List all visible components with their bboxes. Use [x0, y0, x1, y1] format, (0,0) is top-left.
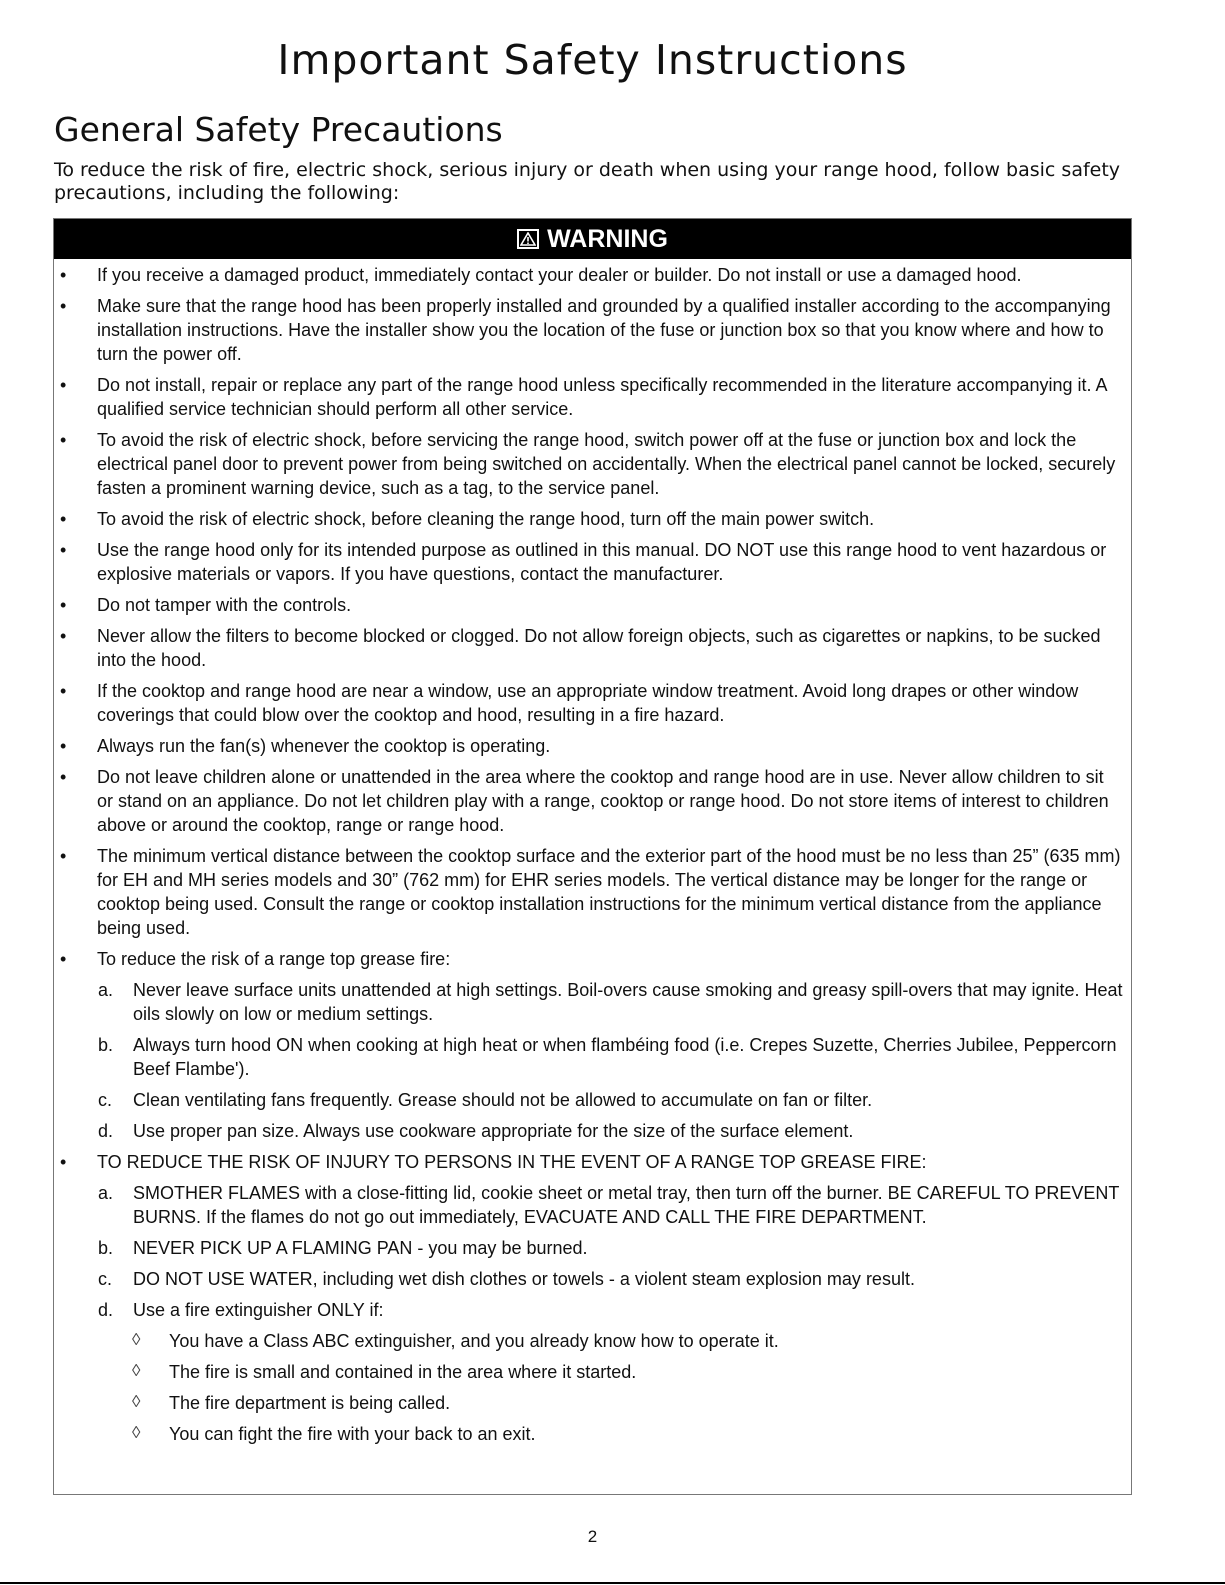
sub-item: b. NEVER PICK UP A FLAMING PAN - you may be burned.: [98, 1238, 588, 1258]
diamond-bullet-icon: ◊: [132, 1330, 141, 1349]
list-item: • Do not install, repair or replace any part of the range hood unless specifically recommended in the literature accompanying it. A qualified service technician should perform all other service.: [60, 375, 1107, 419]
warning-triangle-icon: [517, 229, 539, 249]
list-item-injury: • TO REDUCE THE RISK OF INJURY TO PERSONS IN THE EVENT OF A RANGE TOP GREASE FIRE:: [60, 1152, 927, 1172]
page-number: 2: [587, 1527, 598, 1546]
list-item-grease-fire: • To reduce the risk of a range top grease fire:: [60, 949, 451, 969]
sub-item: d. Use a fire extinguisher ONLY if:: [98, 1300, 384, 1320]
diamond-bullet-icon: ◊: [132, 1423, 141, 1442]
list-item: • If you receive a damaged product, immediately contact your dealer or builder. Do not install or use a damaged hood.: [60, 265, 1022, 285]
sub-item: a. SMOTHER FLAMES with a close-fitting lid, cookie sheet or metal tray, then turn off the burner. BE CAREFUL TO PREVENT BURNS. If the flames do not go out immediately, EVACUATE AND CALL THE FIRE DEPARTMENT.: [98, 1183, 1120, 1227]
list-item: • To avoid the risk of electric shock, before servicing the range hood, switch power off at the fuse or junction box and lock the electrical panel door to prevent power from being switched on accidentally. When the electrical panel cannot be locked, securely fasten a prominent warning device, such as a tag, to the service panel.: [60, 430, 1116, 498]
sub-item: d. Use proper pan size. Always use cookware appropriate for the size of the surface element.: [98, 1121, 854, 1141]
sub-item: a. Never leave surface units unattended at high settings. Boil-overs cause smoking and greasy spill-overs that may ignite. Heat oils slowly on low or medium settings.: [98, 980, 1123, 1024]
list-item: • If the cooktop and range hood are near a window, use an appropriate window treatment. Avoid long drapes or other window coverings that could blow over the cooktop and hood, resulting in a fire hazard.: [60, 681, 1079, 725]
condition-item: ◊ You can fight the fire with your back to an exit.: [132, 1423, 536, 1444]
warning-header: [54, 219, 1131, 259]
page-bottom-rule: [0, 1582, 1225, 1584]
condition-item: ◊ You have a Class ABC extinguisher, and you already know how to operate it.: [132, 1330, 779, 1351]
list-item: • To avoid the risk of electric shock, before cleaning the range hood, turn off the main power switch.: [60, 509, 875, 529]
warning-list: [54, 263, 1131, 1446]
list-item: • Use the range hood only for its intended purpose as outlined in this manual. DO NOT use this range hood to vent hazardous or explosive materials or vapors. If you have questions, contact the manufacturer.: [60, 540, 1107, 584]
diamond-bullet-icon: ◊: [132, 1392, 141, 1411]
intro-paragraph: To reduce the risk of fire, electric shock, serious injury or death when using your range hood, follow basic safety precautions, including the following:: [54, 159, 1121, 204]
list-item: • Never allow the filters to become blocked or clogged. Do not allow foreign objects, such as cigarettes or napkins, to be sucked into the hood.: [60, 626, 1101, 670]
section-heading: General Safety Precautions: [54, 110, 503, 149]
condition-item: ◊ The fire department is being called.: [132, 1392, 451, 1413]
diamond-bullet-icon: ◊: [132, 1361, 141, 1380]
sub-item: c. DO NOT USE WATER, including wet dish clothes or towels - a violent steam explosion may result.: [98, 1269, 915, 1289]
list-item: • The minimum vertical distance between the cooktop surface and the exterior part of the hood must be no less than 25” (635 mm) for EH and MH series models and 30” (762 mm) for EHR series models. The vertical distance may be longer for the range or cooktop being used. Consult the range or cooktop installation instructions for the minimum vertical distance from the appliance being used.: [60, 846, 1121, 938]
condition-item: ◊ The fire is small and contained in the area where it started.: [132, 1361, 637, 1382]
list-item: • Do not tamper with the controls.: [60, 595, 352, 615]
sub-item: c. Clean ventilating fans frequently. Grease should not be allowed to accumulate on fan or filter.: [98, 1090, 873, 1110]
warning-box: [53, 218, 1132, 1495]
list-item: • Make sure that the range hood has been properly installed and grounded by a qualified installer according to the accompanying installation instructions. Have the installer show you the location of the fuse or junction box so that you know where and how to turn the power off.: [60, 296, 1111, 364]
list-item: • Do not leave children alone or unattended in the area where the cooktop and range hood are in use. Never allow children to sit or stand on an appliance. Do not let children play with a range, cooktop or range hood. Do not store items of interest to children above or around the cooktop, range or range hood.: [60, 767, 1109, 835]
sub-item: b. Always turn hood ON when cooking at high heat or when flambéing food (i.e. Crepes Suzette, Cherries Jubilee, Peppercorn Beef Flambe').: [98, 1035, 1117, 1079]
warning-label: WARNING: [547, 224, 668, 253]
list-item: • Always run the fan(s) whenever the cooktop is operating.: [60, 736, 551, 756]
page-title: Important Safety Instructions: [277, 36, 908, 84]
